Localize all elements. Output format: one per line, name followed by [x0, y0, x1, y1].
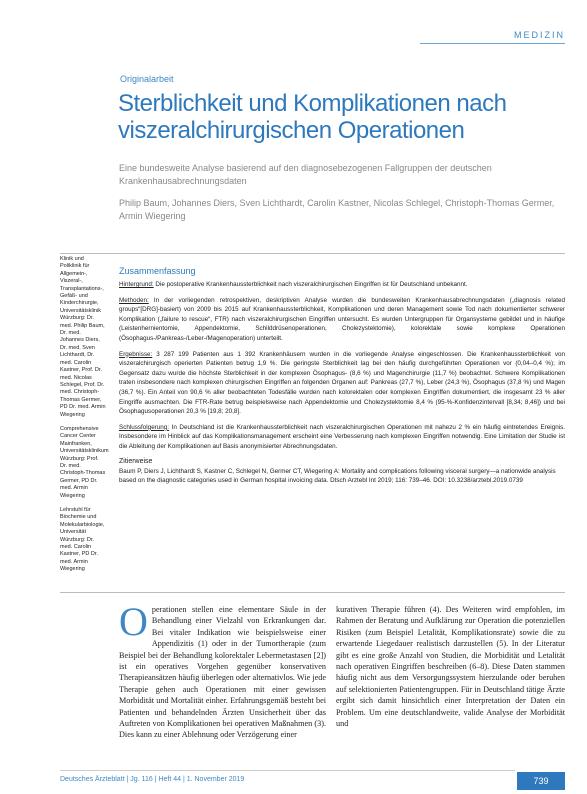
journal-footer: Deutsches Ärzteblatt | Jg. 116 | Heft 44 | 1. November 2019 — [60, 776, 245, 783]
section-label: MEDIZIN — [514, 30, 565, 40]
abstract-label: Hintergrund: — [119, 281, 154, 288]
body-column-left — [119, 599, 326, 741]
abstract-divider — [60, 253, 565, 254]
abstract-text: Die postoperative Krankenhaussterblichkeit nach viszeralchirurgischen Eingriffen ist für Deutschland unbekannt. — [153, 281, 468, 288]
abstract-label: Methoden: — [119, 296, 149, 304]
page-number: 739 — [517, 772, 565, 790]
abstract-results — [119, 350, 565, 417]
article-kicker: Originalarbeit — [120, 74, 174, 84]
body-text: perationen stellen eine elementare Säule in der Behandlung einer Vielzahl von Erkrankungen dar. Bei vitaler Indikation wie beispielsweise einer Appendizitis (1) oder in der Tumortherapie (zum Beispiel bei der Behandlung kolorektaler Lebermetastasen [2]) ist ein operatives Vorgehen gegenüber konservativen Therapieansätzen häufig überlegen oder alternativlos. Wie jede Therapie gehen auch Operationen mit einer gewissen Morbidität und Mortalität einher. Erfahrungsgemäß besteht bei Patienten und behandelnden Ärzten Unsicherheit über das Auftreten von Komplikationen bei operativen Maßnahmen (3). Dies kann zu einer Ablehnung oder Verzögerung einer — [119, 605, 326, 740]
abstract-text: 3 287 199 Patienten aus 1 392 Krankenhäusern wurden in die vorliegende Analyse eingeschlossen. Die Krankenhaussterblichkeit von viszeralchirurgisch operierten Patienten betrug 1,9 %. Die geringste Sterblichkeit lag bei den häufig durchgeführten Operationen vor (0,04–0,4 %); im Gegensatz dazu wurde die höchste Sterblichkeit in der komplexen Ösophagus- (8,6 %) und Magenchirurgie (11,7 %) beobachtet. Schwere Komplikationen traten insbesondere nach komplexen chirurgischen Eingriffen an folgenden Organen auf: Pankreas (27,7 %), Leber (24,3 %), Ösophagus (37,8 %) und Magen (36,7 %). Ein Anteil von 90,6 % aller beobachteten Todesfälle wurden nach kolorektalen oder komplexen Eingriffen dokumentiert, die insgesamt 23 % aller Eingriffe ausmachten. Die FTR-Rate betrug beispielsweise nach Appendektomie und Cholezystektomie 8,4 % (95-%-Konfidenzintervall [8,34; 8,46]) und bei Ösophagusoperationen 20,3 % [19,8; 20,8]. — [119, 350, 565, 416]
affiliation: Comprehensive Cancer Center Mainfranken, Universitätsklinikum Würzburg: Prof. Dr. med. Christoph-Thomas Germer, PD Dr. med. Armin Wiegering — [60, 425, 109, 499]
abstract-label: Schlussfolgerung: — [119, 423, 170, 431]
citation-heading: Zitierweise — [119, 457, 153, 465]
affiliation: Klinik und Poliklinik für Allgemein-, Viszeral-, Transplantations-, Gefäß- und Kinderchirurgie, Universitätsklinik Würzburg: Dr. med. Philip Baum, Dr. med. Johannes Diers, Dr. med. Sven Lichthardt, Dr. med. Carolin Kastner, Prof. Dr. med. Nicolas Schlegel, Prof. Dr. med. Christoph-Thomas Germer, PD Dr. med. Armin Wiegering — [60, 256, 106, 418]
footer-rule — [60, 770, 515, 771]
article-authors: Philip Baum, Johannes Diers, Sven Lichthardt, Carolin Kastner, Nicolas Schlegel, Christoph-Thomas Germer, Armin Wiegering — [119, 198, 555, 221]
abstract-methods — [119, 296, 565, 344]
abstract-heading: Zusammenfassung — [119, 266, 196, 276]
article-title: Sterblichkeit und Komplikationen nach viszeralchirurgischen Operationen — [118, 90, 507, 144]
body-column-right — [336, 604, 565, 729]
header-rule — [420, 43, 565, 44]
abstract-text: In Deutschland ist die Krankenhaussterblichkeit nach viszeralchirurgischen Operationen mit nahezu 2 % ein häufig eintretendes Ereignis. Insbesondere im Hinblick auf das Komplikationsmanagement erscheint eine Verbesserung nach komplexen Eingriffen notwendig. Eine Limitation der Studie ist die Ableitung der Komplikationen auf Basis anonymisierter Abrechnungsdaten. — [119, 423, 565, 450]
affiliations — [60, 256, 109, 581]
abstract-conclusion — [119, 423, 565, 452]
body-divider — [60, 592, 565, 593]
abstract — [119, 266, 565, 486]
abstract-background — [119, 280, 565, 290]
body-text: kurativen Therapie führen (4). Des Weiteren wird empfohlen, im Rahmen der Beratung und Aufklärung zur Operation die potenziellen Risiken (zum Beispiel Letalität, Komplikationsrate) sowie die zu erwartende Liegedauer realistisch darzustellen (5). In der Literatur gibt es eine große Anzahl von Studien, die Morbidität und Letalität nach operativen Eingriffen beschreiben (6–8). Diese Daten stammen häufig nicht aus dem Versorgungssystem hierzulande oder beruhen auf selektionierten Patientengruppen. Für in Deutschland tätige Ärzte ergibt sich damit hinsichtlich einer Interpretation der Daten ein Problem. Um eine deutschlandweite, valide Analyse der Morbidität und — [336, 605, 565, 729]
drop-cap: O — [119, 599, 148, 644]
abstract-text: In der vorliegenden retrospektiven, deskriptiven Analyse wurden die bundesweiten Krankenhausabrechnungsdaten („diagnosis related groups“[DRG]-basiert) von 2009 bis 2015 auf Krankenhaussterblichkeit, Komplikationen und deren Management sowie Tod nach dokumentierter schwerer Komplikation („failure to rescue“, FTR) nach viszeralchirurgischen Eingriffen untersucht. Es wurden Untergruppen für Organsysteme gebildet und in häufige (Leistenhernientomie, Appendektomie, Schilddrüsenoperationen, Cholezystektomie), kolorektale sowie komplexe Operationen (Ösophagus-/Pankreas-/Leber-/Magenoperation) unterteilt. — [119, 296, 565, 342]
article-subtitle: Eine bundesweite Analyse basierend auf den diagnosebezogenen Fallgruppen der deutschen Krankenhausabrechnungsdaten — [119, 163, 492, 186]
abstract-label: Ergebnisse: — [119, 350, 153, 358]
affiliation: Lehrstuhl für Biochemie und Molekularbiologie, Universität Würzburg: Dr. med. Carolin Kastner, PD Dr. med. Armin Wiegering — [60, 507, 105, 573]
citation-text: Baum P, Diers J, Lichthardt S, Kastner C, Schlegel N, Germer CT, Wiegering A: Mortality and complications following visceral surgery—a nationwide analysis based on the diagnostic categories used in German hospital invoicing data. Dtsch Arztebl Int 2019; 116: 739–46. DOI: 10.3238/arztebl.2019.0739 — [119, 467, 556, 485]
